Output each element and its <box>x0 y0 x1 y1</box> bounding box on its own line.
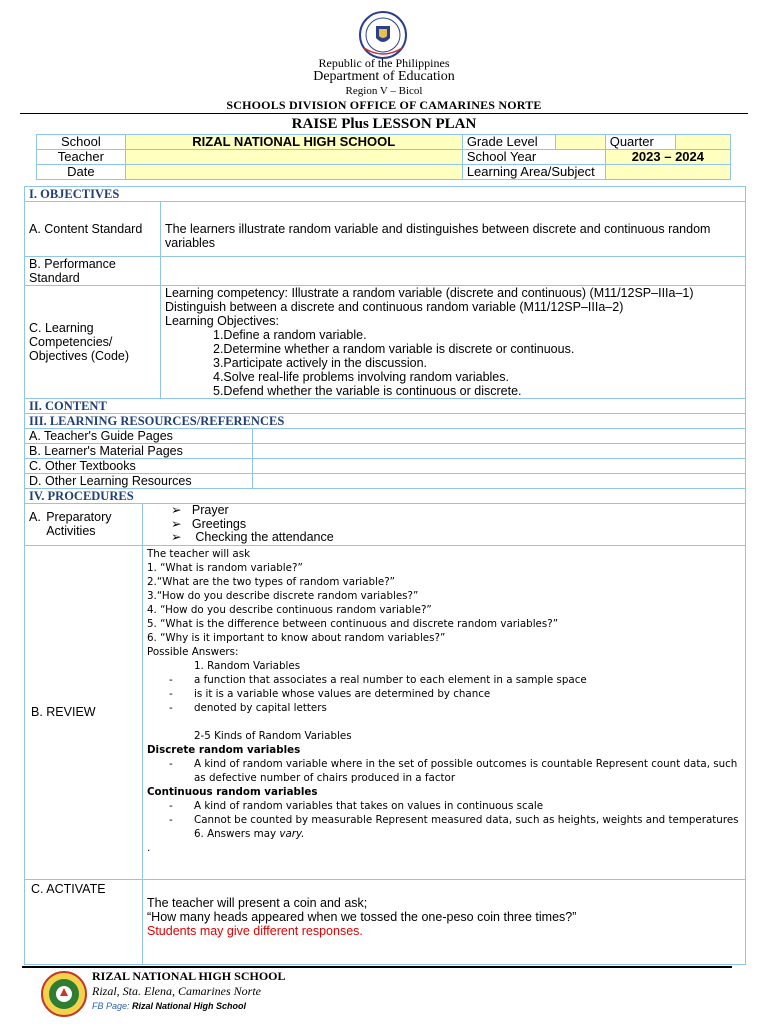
deped-seal-logo <box>352 10 414 60</box>
school-value: RIZAL NATIONAL HIGH SCHOOL <box>125 135 462 150</box>
discrete-heading: Discrete random variables <box>147 744 301 757</box>
performance-standard-label: B. Performance Standard <box>25 257 161 286</box>
objective-item: 2.Determine whether a random variable is discrete or continuous. <box>213 342 575 356</box>
header-divider <box>20 113 748 114</box>
grade-level-value <box>555 135 605 150</box>
answer-item: - denoted by capital letters <box>169 701 327 714</box>
answer-2-5: 2-5 Kinds of Random Variables <box>194 730 352 743</box>
answer-1: 1. Random Variables <box>194 659 301 672</box>
resource-value <box>253 474 746 489</box>
teacher-label: Teacher <box>37 150 126 165</box>
review-question: 2.“What are the two types of random variable?” <box>147 575 395 588</box>
activate-cell <box>143 879 746 964</box>
preparatory-item: ➢ Prayer <box>171 503 229 517</box>
answer-item: - a function that associates a real number to each element in a sample space <box>169 673 587 686</box>
objective-item: 3.Participate actively in the discussion. <box>213 356 427 370</box>
header-division: SCHOOLS DIVISION OFFICE OF CAMARINES NORTE <box>226 98 542 112</box>
resource-value <box>253 459 746 474</box>
content-standard-label: A. Content Standard <box>25 202 161 257</box>
review-question: 3.“How do you describe discrete random variables?” <box>147 589 419 602</box>
activate-line-3: Students may give different responses. <box>147 923 363 938</box>
footer-divider <box>22 966 732 968</box>
objective-item: 5.Defend whether the variable is continuous or discrete. <box>213 384 522 398</box>
activate-label: C. ACTIVATE <box>25 879 143 964</box>
quarter-label: Quarter <box>605 135 675 150</box>
competencies-label: C. Learning Competencies/ Objectives (Code) <box>25 286 161 399</box>
preparatory-item: ➢ Checking the attendance <box>171 530 334 544</box>
review-question: 1. “What is random variable?” <box>147 561 303 574</box>
quarter-value <box>675 135 730 150</box>
footer-school-name: RIZAL NATIONAL HIGH SCHOOL <box>92 969 286 983</box>
resource-item: D. Other Learning Resources <box>25 474 253 489</box>
learning-area-label: Learning Area/Subject <box>462 165 605 180</box>
preparatory-letter: A. <box>29 510 41 525</box>
review-question: 4. “How do you describe continuous random variable?” <box>147 603 432 616</box>
teacher-value <box>125 150 462 165</box>
answer-item: - is it is a variable whose values are determined by chance <box>169 687 491 700</box>
resource-value <box>253 429 746 444</box>
footer-address: Rizal, Sta. Elena, Camarines Norte <box>92 984 261 998</box>
header-department: Department of Education <box>313 69 455 84</box>
objective-item: 1.Define a random variable. <box>213 328 367 342</box>
continuous-item: - A kind of random variables that takes on values in continuous scale <box>169 800 544 813</box>
resource-item: C. Other Textbooks <box>25 459 253 474</box>
content-standard-text: The learners illustrate random variable and distinguishes between discrete and continuous random variables <box>161 202 746 257</box>
activate-line-2: “How many heads appeared when we tossed the one-peso coin three times?” <box>147 909 577 924</box>
date-value <box>125 165 462 180</box>
content-heading: II. CONTENT <box>25 399 746 414</box>
resource-value <box>253 444 746 459</box>
competency-line-1: Learning competency: Illustrate a random variable (discrete and continuous) (M11/12SP–IIIa–1) <box>165 286 694 300</box>
trailing-dot: . <box>147 842 151 855</box>
footer-fb-page: FB Page: Rizal National High School <box>92 1001 247 1011</box>
header-republic: Republic of the Philippines <box>318 56 450 70</box>
header-region: Region V – Bicol <box>345 85 423 97</box>
resource-item: B. Learner's Material Pages <box>25 444 253 459</box>
performance-standard-text <box>161 257 746 286</box>
lesson-plan-title: RAISE Plus LESSON PLAN <box>291 116 477 132</box>
learning-area-value <box>605 165 730 180</box>
review-question: 5. “What is the difference between continuous and discrete random variables?” <box>147 617 559 630</box>
school-year-value: 2023 – 2024 <box>605 150 730 165</box>
review-intro: The teacher will ask <box>147 547 251 560</box>
date-label: Date <box>37 165 126 180</box>
review-cell <box>143 545 746 879</box>
preparatory-items <box>143 504 746 546</box>
continuous-item: - Cannot be counted by measurable Represent measured data, such as heights, weights and temperatures <box>169 814 739 827</box>
answer-6: 6. Answers may vary. <box>194 828 305 841</box>
objective-item: 4.Solve real-life problems involving random variables. <box>213 370 509 384</box>
preparatory-label-cell <box>25 504 143 546</box>
resources-heading: III. LEARNING RESOURCES/REFERENCES <box>25 414 746 429</box>
continuous-heading: Continuous random variables <box>147 786 318 799</box>
review-label: B. REVIEW <box>25 545 143 879</box>
competency-line-2: Distinguish between a discrete and continuous random variable (M11/12SP–IIIa–2) <box>165 300 624 314</box>
grade-level-label: Grade Level <box>462 135 555 150</box>
review-question: 6. “Why is it important to know about random variables?” <box>147 631 446 644</box>
lesson-plan-table <box>24 186 746 965</box>
lesson-info-table <box>36 134 731 180</box>
competencies-cell <box>161 286 746 399</box>
objectives-heading: I. OBJECTIVES <box>25 187 746 202</box>
preparatory-item: ➢ Greetings <box>171 516 247 531</box>
school-year-label: School Year <box>462 150 605 165</box>
competency-line-3: Learning Objectives: <box>165 314 279 328</box>
school-label: School <box>37 135 126 150</box>
procedures-heading: IV. PROCEDURES <box>25 489 746 504</box>
discrete-item: - A kind of random variable where in the set of possible outcomes is countable Represent count data, such as defective number of chairs produced in a factor <box>169 758 738 785</box>
activate-line-1: The teacher will present a coin and ask; <box>147 895 368 910</box>
possible-answers-label: Possible Answers: <box>147 645 239 658</box>
preparatory-label: Preparatory Activities <box>46 510 112 539</box>
school-seal-logo <box>40 970 88 1018</box>
resource-item: A. Teacher's Guide Pages <box>25 429 253 444</box>
